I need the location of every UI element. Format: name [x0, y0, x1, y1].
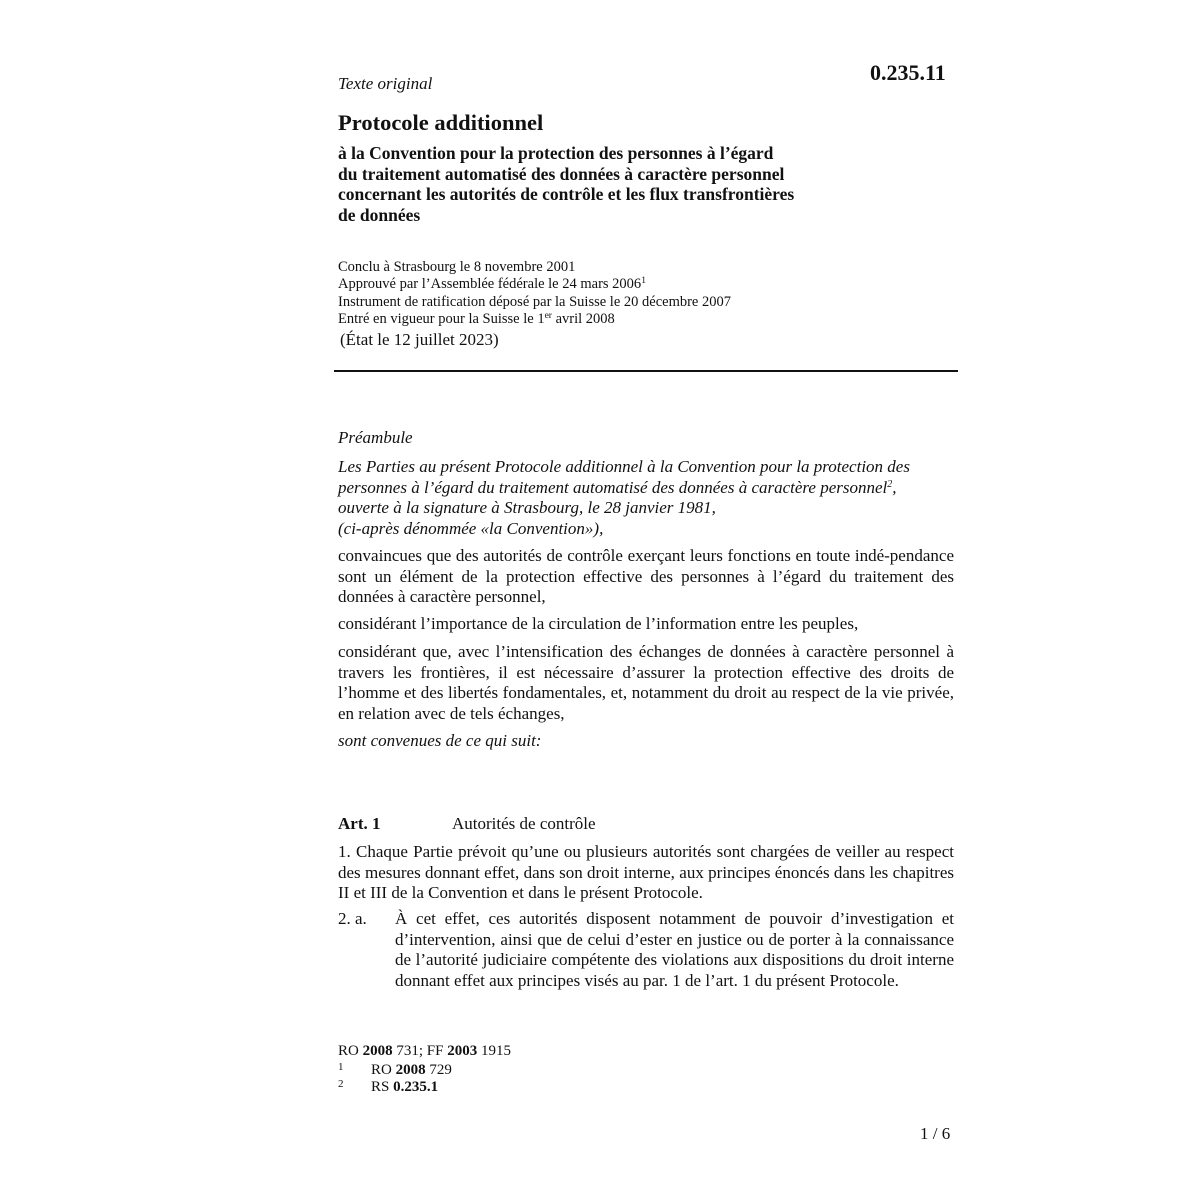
subtitle-line: concernant les autorités de contrôle et les flux transfrontières [338, 184, 795, 204]
document-title: Protocole additionnel [338, 110, 544, 135]
footnote-ref[interactable]: 2 [887, 478, 893, 490]
preambule-closing: sont convenues de ce qui suit: [338, 731, 542, 750]
document-subtitle [338, 143, 898, 225]
preambule-intro: Les Parties au présent Protocole additionnel à la Convention pour la protection des personnes à l’égard du traitement automatisé des données à caractère personnel$^2$, ouverte à la signature à Strasbourg, le 28 janvier 1981, (ci-après dénommée «la Convention»), [338, 457, 910, 538]
article-title: Autorités de contrôle [452, 814, 596, 833]
page-number: 1 / 6 [920, 1124, 951, 1143]
texte-original-label: Texte original [338, 74, 433, 93]
preambule-paragraph: considérant que, avec l’intensification des échanges de données à caractère personnel à travers les frontières, il est nécessaire d’assurer la protection effective des droits de l’homme et des libertés fondamentales, et, notamment du droit au respect de la vie privée, en relation avec de tels échanges, [338, 642, 954, 723]
meta-entry-into-force: Entré en vigueur pour la Suisse le 1er avril 2008 [338, 310, 615, 327]
header-divider [334, 370, 958, 372]
article-item-label: 2. a. [338, 909, 367, 928]
meta-ratification: Instrument de ratification déposé par la Suisse le 20 décembre 2007 [338, 293, 731, 310]
footnote-number: 2 [338, 1078, 344, 1090]
subtitle-line: à la Convention pour la protection des personnes à l’égard [338, 143, 774, 163]
footnote-ref[interactable]: 1 [641, 276, 646, 287]
publication-reference: RO 2008 731; FF 2003 1915 [338, 1043, 511, 1059]
footnote-text: RS 0.235.1 [371, 1079, 439, 1095]
document-metadata [338, 259, 731, 328]
subtitle-line: du traitement automatisé des données à caractère personnel [338, 163, 785, 184]
article-item-text: À cet effet, ces autorités disposent notamment de pouvoir d’investigation et d’intervention, ainsi que de celui d’ester en justice ou de porter à la connaissance de l’autorité judiciaire compétente des violations aux dispositions du droit interne donnant effet aux principes visés au par. 1 de l’art. 1 du présent Protocole. [395, 909, 954, 990]
meta-approved: Approuvé par l’Assemblée fédérale le 24 mars 2006$^1$ [338, 276, 646, 293]
preambule-paragraph: convaincues que des autorités de contrôle exerçant leurs fonctions en toute indé-pendance sont un élément de la protection effective des personnes à l’égard du traitement des données à caractère personnel, [338, 546, 954, 606]
systematic-number: 0.235.11 [870, 60, 946, 85]
subtitle-line: de données [338, 204, 421, 225]
footnote-number: 1 [338, 1061, 344, 1073]
preambule-heading: Préambule [338, 428, 413, 447]
article-number: Art. 1 [338, 814, 381, 833]
preambule-paragraph: considérant l’importance de la circulation de l’information entre les peuples, [338, 614, 859, 633]
meta-concluded: Conclu à Strasbourg le 8 novembre 2001 [338, 259, 576, 275]
article-paragraph: 1. Chaque Partie prévoit qu’une ou plusieurs autorités sont chargées de veiller au respect des mesures donnant effet, dans son droit interne, aux principes énoncés dans les chapitres II et III de la Convention et dans le présent Protocole. [338, 842, 954, 902]
footnote-text: RO 2008 729 [371, 1062, 452, 1078]
status-date: (État le 12 juillet 2023) [340, 330, 499, 349]
